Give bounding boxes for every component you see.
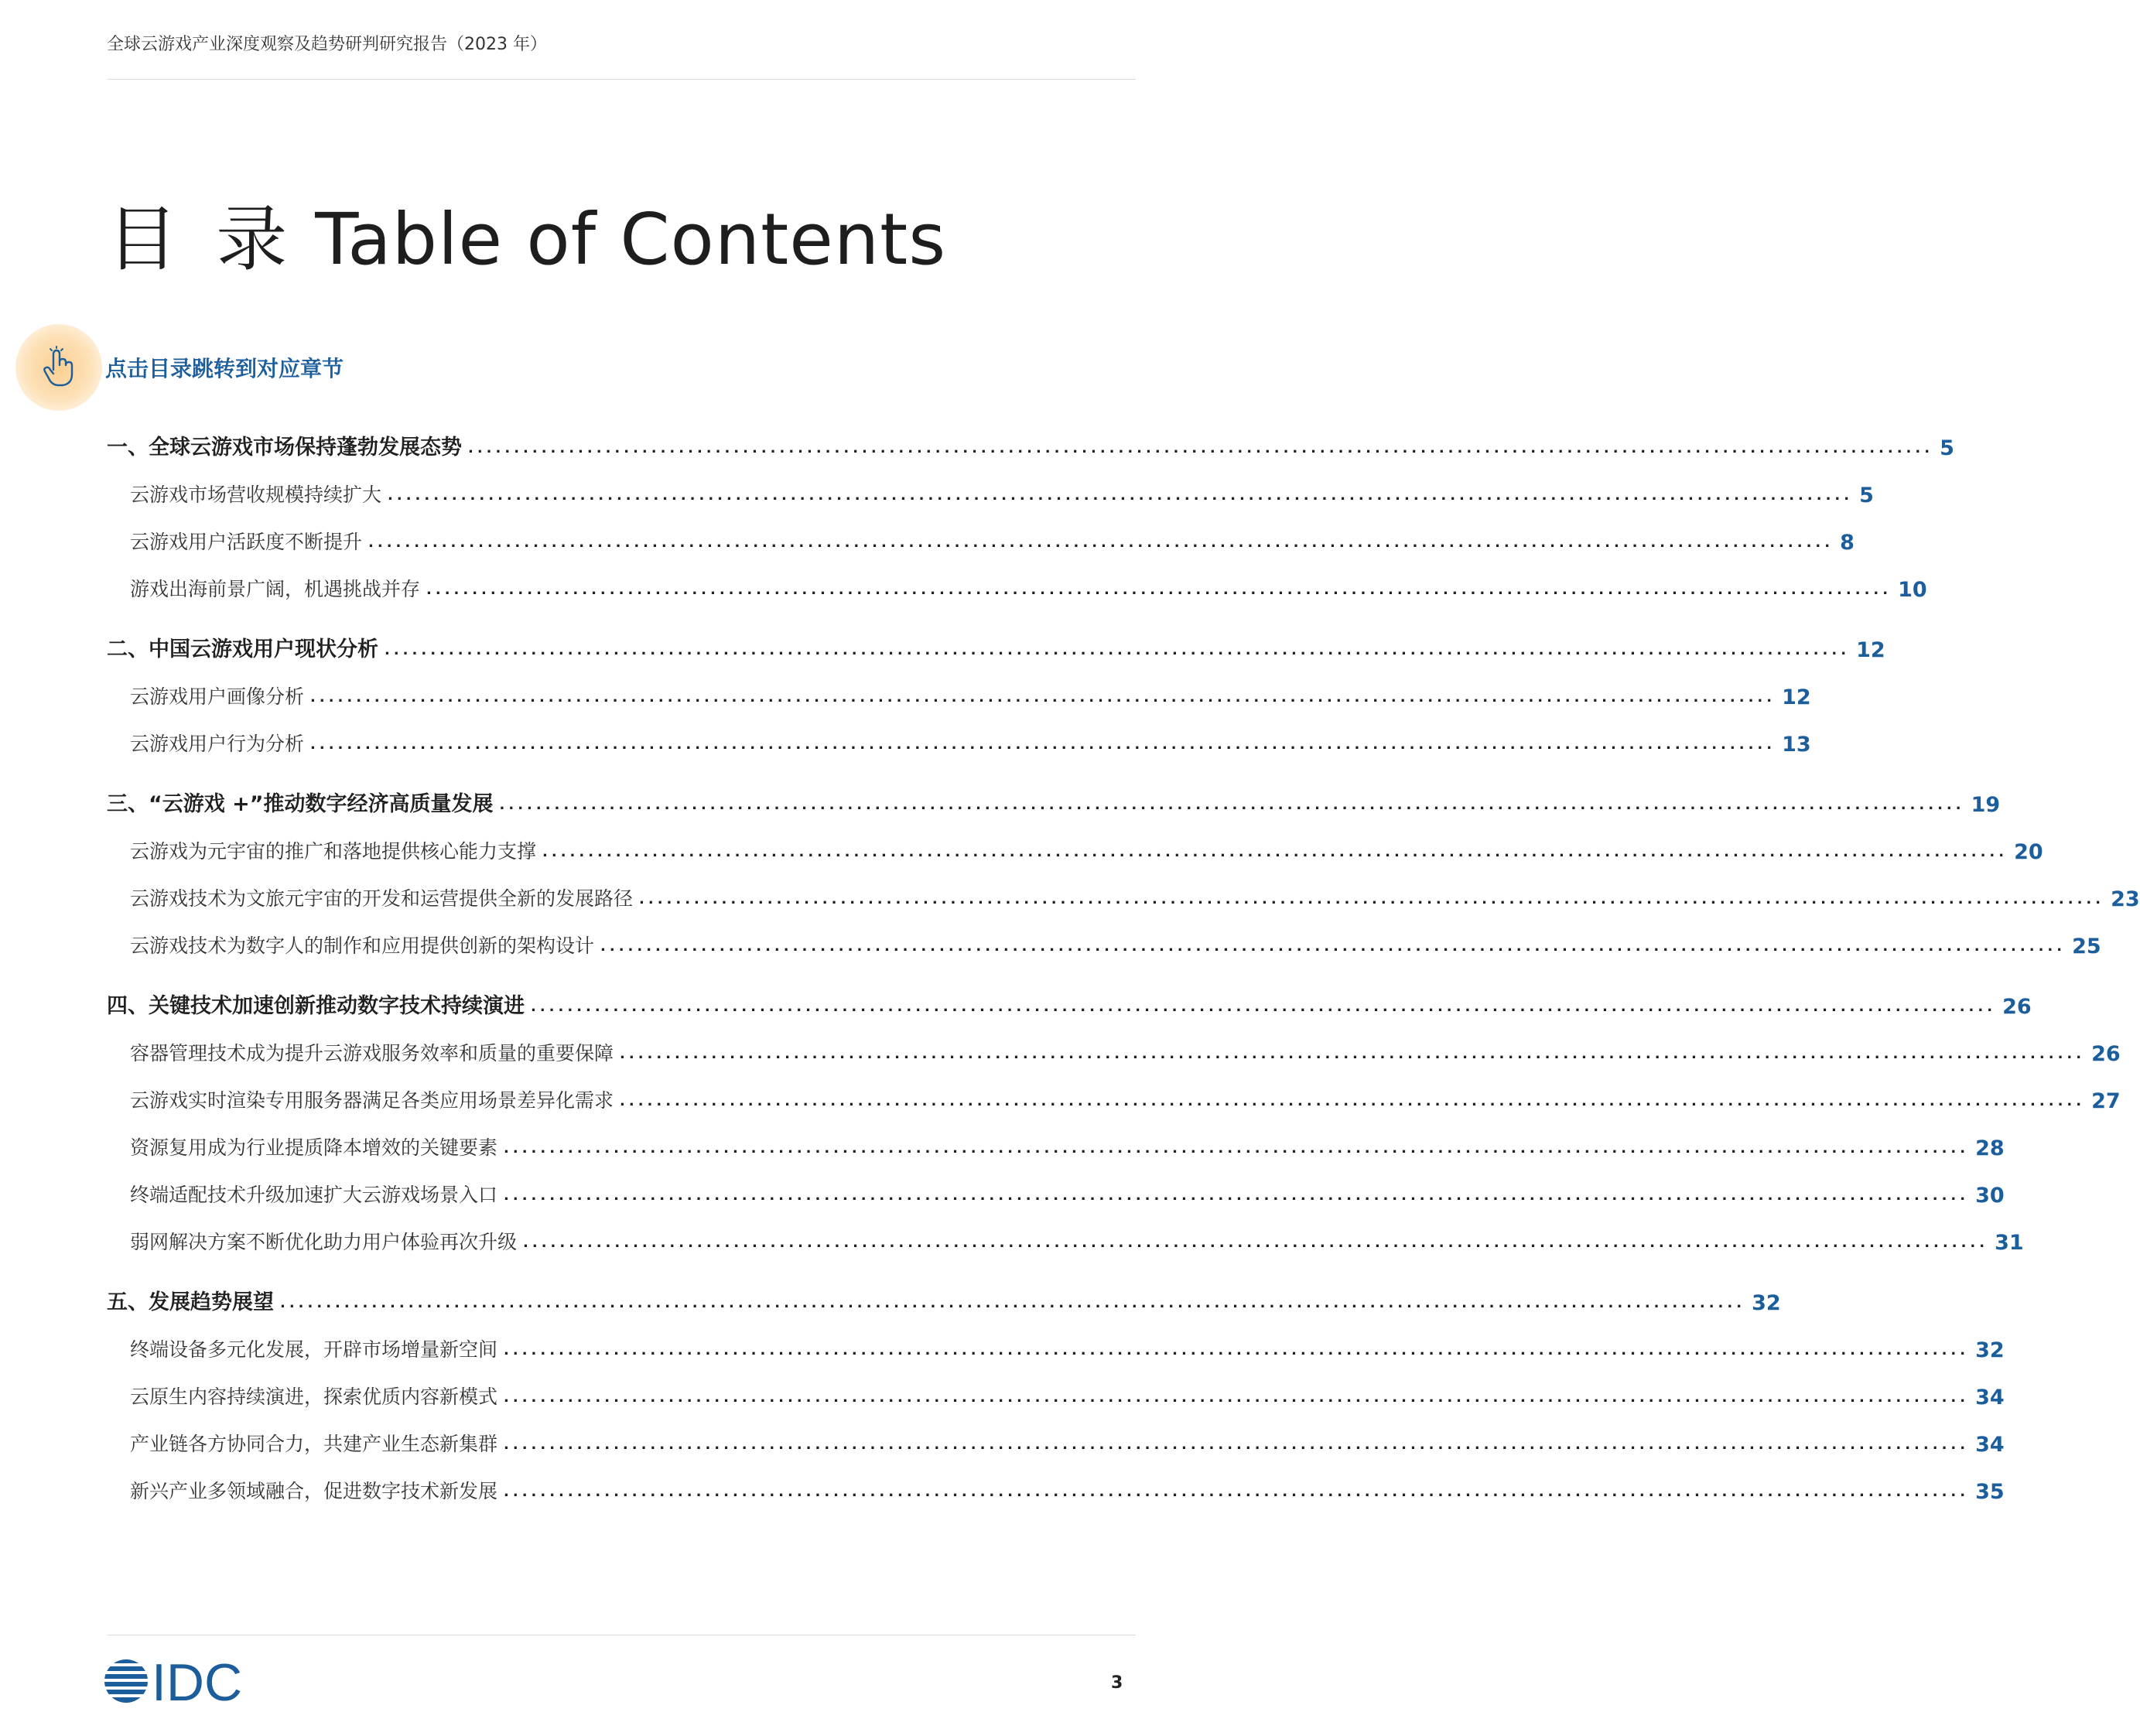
toc-item-1-3[interactable]: 游戏出海前景广阔，机遇挑战并存 ................................................................................................................................................................ 10 [130,578,1927,602]
toc-item-2-2[interactable]: 云游戏用户行为分析 ................................................................................................................................................................ 13 [130,733,1811,757]
hand-pointer-icon [15,324,102,411]
jump-hint[interactable] [15,325,344,410]
toc-item-4-4[interactable]: 终端适配技术升级加速扩大云游戏场景入口 ................................................................................................................................................................ 30 [130,1184,2005,1208]
toc-item-4-1[interactable]: 容器管理技术成为提升云游戏服务效率和质量的重要保障 ................................................................................................................................................................ 26 [130,1042,2121,1066]
toc-item-4-5[interactable]: 弱网解决方案不断优化助力用户体验再次升级 ................................................................................................................................................................ 31 [130,1231,2024,1255]
report-header: 全球云游戏产业深度观察及趋势研判研究报告（2023 年） [107,35,547,54]
toc-item-5-3[interactable]: 产业链各方协同合力，共建产业生态新集群 ................................................................................................................................................................ 34 [130,1433,2005,1457]
toc-item-3-2[interactable]: 云游戏技术为文旅元宇宙的开发和运营提供全新的发展路径 ................................................................................................................................................................ 23 [130,887,2140,911]
page-number: 3 [1111,1673,1123,1693]
toc-section-1[interactable]: 一、全球云游戏市场保持蓬勃发展态势 ................................................................................................................................................................ 5 [107,436,1954,460]
page-title-cn: 目 录 [107,198,296,281]
toc-item-2-1[interactable]: 云游戏用户画像分析 ................................................................................................................................................................ 12 [130,685,1811,709]
toc-item-4-3[interactable]: 资源复用成为行业提质降本增效的关键要素 ................................................................................................................................................................ 28 [130,1136,2005,1160]
idc-logo-text: IDC [152,1653,243,1712]
toc-item-1-2[interactable]: 云游戏用户活跃度不断提升 ................................................................................................................................................................ 8 [130,531,1855,555]
toc-section-5[interactable]: 五、发展趋势展望 ................................................................................................................................................................ 32 [107,1290,1781,1315]
toc-item-5-2[interactable]: 云原生内容持续演进，探索优质内容新模式 ................................................................................................................................................................ 34 [130,1386,2005,1410]
toc-item-3-3[interactable]: 云游戏技术为数字人的制作和应用提供创新的架构设计 ................................................................................................................................................................ 25 [130,935,2101,959]
toc-item-3-1[interactable]: 云游戏为元宇宙的推广和落地提供核心能力支撑 ................................................................................................................................................................ 20 [130,840,2043,864]
page-title-en: Table of Contents [315,198,947,281]
jump-hint-label: 点击目录跳转到对应章节 [105,356,344,381]
page-title [107,193,946,286]
toc-section-2[interactable]: 二、中国云游戏用户现状分析 ................................................................................................................................................................ 12 [107,637,1885,662]
idc-logo [104,1653,258,1712]
toc-item-1-1[interactable]: 云游戏市场营收规模持续扩大 ................................................................................................................................................................ 5 [130,484,1874,507]
toc-item-5-4[interactable]: 新兴产业多领域融合，促进数字技术新发展 ................................................................................................................................................................ 35 [130,1480,2005,1504]
toc-section-4[interactable]: 四、关键技术加速创新推动数字技术持续演进 ................................................................................................................................................................ 26 [107,994,2032,1019]
toc-item-4-2[interactable]: 云游戏实时渲染专用服务器满足各类应用场景差异化需求 ................................................................................................................................................................ 27 [130,1089,2121,1113]
header-divider [107,79,1136,80]
table-of-contents [107,429,2140,1504]
toc-section-3[interactable]: 三、“云游戏 +”推动数字经济高质量发展 ................................................................................................................................................................ 19 [107,792,2001,817]
toc-item-5-1[interactable]: 终端设备多元化发展，开辟市场增量新空间 ................................................................................................................................................................ 32 [130,1338,2005,1362]
